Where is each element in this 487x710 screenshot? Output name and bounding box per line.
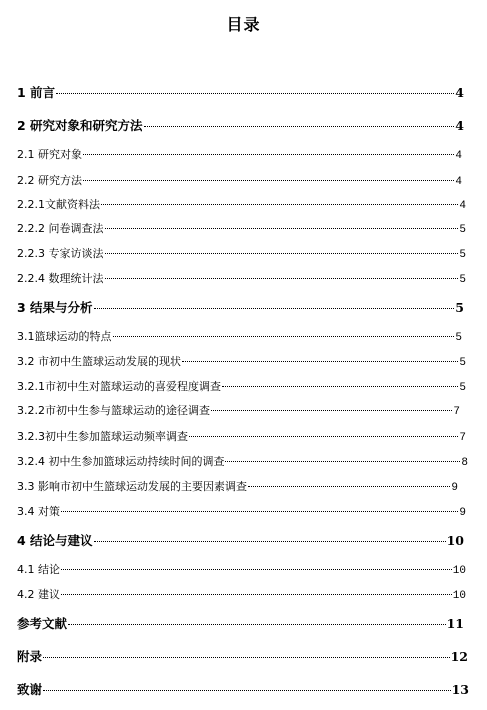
toc-entry-label: 致谢 — [17, 682, 43, 697]
toc-entry[interactable] — [17, 353, 466, 369]
toc-entry-page: 4 — [459, 200, 466, 212]
toc-entry-page: 4 — [455, 150, 462, 162]
toc-leader-dots — [94, 540, 446, 542]
toc-entry-label: 参考文献 — [17, 616, 68, 631]
toc-entry[interactable] — [17, 220, 466, 236]
toc-entry-label: 2.2 研究方法 — [17, 174, 82, 187]
toc-entry-label: 3 结果与分析 — [17, 300, 93, 315]
toc-entry-page: 5 — [459, 224, 466, 236]
toc-entry[interactable] — [17, 116, 464, 134]
toc-entry-label: 2 研究对象和研究方法 — [17, 118, 143, 133]
toc-entry-label: 3.2.4 初中生参加篮球运动持续时间的调查 — [17, 455, 225, 468]
toc-leader-dots — [43, 689, 451, 691]
toc-entry-label: 4 结论与建议 — [17, 533, 93, 548]
toc-leader-dots — [83, 153, 454, 155]
toc-entry-page: 5 — [459, 357, 466, 369]
page-title: 目录 — [226, 15, 261, 34]
toc-leader-dots — [61, 593, 452, 595]
toc-entry[interactable] — [17, 561, 466, 577]
toc-leader-dots — [105, 277, 459, 279]
toc-entry-page: 7 — [459, 432, 466, 444]
toc-leader-dots — [61, 510, 458, 512]
toc-leader-dots — [211, 409, 452, 411]
toc-entry-label: 4.1 结论 — [17, 563, 60, 576]
toc-leader-dots — [43, 656, 450, 658]
toc-entry-page: 4 — [455, 176, 462, 188]
toc-entry-page: 11 — [446, 616, 464, 631]
toc-entry-label: 2.2.1文献资料法 — [17, 198, 100, 211]
toc-entry[interactable] — [17, 478, 458, 494]
toc-leader-dots — [182, 360, 458, 362]
toc-entry-label: 3.2.1市初中生对篮球运动的喜爱程度调查 — [17, 380, 221, 393]
toc-entry[interactable] — [17, 503, 466, 519]
toc-entry-page: 5 — [459, 274, 466, 286]
toc-entry[interactable] — [17, 647, 468, 665]
toc-entry[interactable] — [17, 172, 462, 188]
toc-leader-dots — [61, 568, 452, 570]
toc-entry[interactable] — [17, 83, 464, 101]
toc-entry-page: 5 — [459, 249, 466, 261]
toc-leader-dots — [56, 92, 454, 94]
toc-entry-label: 2.2.4 数理统计法 — [17, 272, 104, 285]
toc-leader-dots — [83, 179, 454, 181]
toc-leader-dots — [68, 623, 446, 625]
toc-entry-label: 3.2.2市初中生参与篮球运动的途径调查 — [17, 404, 210, 417]
toc-entry-page: 5 — [459, 382, 466, 394]
toc-entry-page: 4 — [455, 85, 464, 100]
toc-entry-page: 5 — [455, 332, 462, 344]
toc-leader-dots — [101, 203, 458, 205]
toc-entry-label: 2.1 研究对象 — [17, 148, 82, 161]
toc-entry[interactable] — [17, 428, 466, 444]
toc-leader-dots — [113, 335, 455, 337]
toc-entry-page: 4 — [455, 118, 464, 133]
toc-entry[interactable] — [17, 531, 464, 549]
toc-entry-label: 附录 — [17, 649, 43, 664]
toc-entry[interactable] — [17, 298, 464, 316]
toc-entry-page: 13 — [451, 682, 469, 697]
toc-entry-page: 5 — [455, 300, 464, 315]
toc-leader-dots — [189, 435, 458, 437]
toc-entry[interactable] — [17, 245, 466, 261]
toc-entry-page: 9 — [459, 507, 466, 519]
toc-leader-dots — [144, 125, 455, 127]
toc-entry-label: 3.2.3初中生参加篮球运动频率调查 — [17, 430, 188, 443]
toc-leader-dots — [105, 227, 459, 229]
toc-leader-dots — [105, 252, 459, 254]
toc-entry[interactable] — [17, 270, 466, 286]
toc-entry-label: 1 前言 — [17, 85, 56, 100]
toc-leader-dots — [94, 307, 455, 309]
toc-entry[interactable] — [17, 196, 466, 212]
toc-entry-label: 3.3 影响市初中生篮球运动发展的主要因素调查 — [17, 480, 247, 493]
toc-entry[interactable] — [17, 402, 460, 418]
toc-entry[interactable] — [17, 586, 466, 602]
toc-entry[interactable] — [17, 453, 468, 469]
toc-leader-dots — [222, 385, 458, 387]
toc-leader-dots — [225, 460, 460, 462]
toc-entry-page: 12 — [450, 649, 468, 664]
toc-entry[interactable] — [17, 378, 466, 394]
toc-entry-page: 10 — [452, 565, 466, 577]
toc-entry-page: 7 — [453, 406, 460, 418]
toc-entry-label: 4.2 建议 — [17, 588, 60, 601]
toc-entry[interactable] — [17, 614, 464, 632]
toc-entry-page: 10 — [452, 590, 466, 602]
toc-entry-label: 3.2 市初中生篮球运动发展的现状 — [17, 355, 181, 368]
toc-entry-label: 3.1篮球运动的特点 — [17, 330, 112, 343]
toc-entry[interactable] — [17, 680, 469, 698]
toc-entry[interactable] — [17, 146, 462, 162]
toc-entry[interactable] — [17, 328, 462, 344]
toc-entry-label: 2.2.2 问卷调查法 — [17, 222, 104, 235]
toc-entry-label: 2.2.3 专家访谈法 — [17, 247, 104, 260]
toc-entry-page: 8 — [461, 457, 468, 469]
toc-leader-dots — [248, 485, 450, 487]
toc-entry-page: 9 — [451, 482, 458, 494]
toc-entry-page: 10 — [446, 533, 464, 548]
toc-entry-label: 3.4 对策 — [17, 505, 60, 518]
